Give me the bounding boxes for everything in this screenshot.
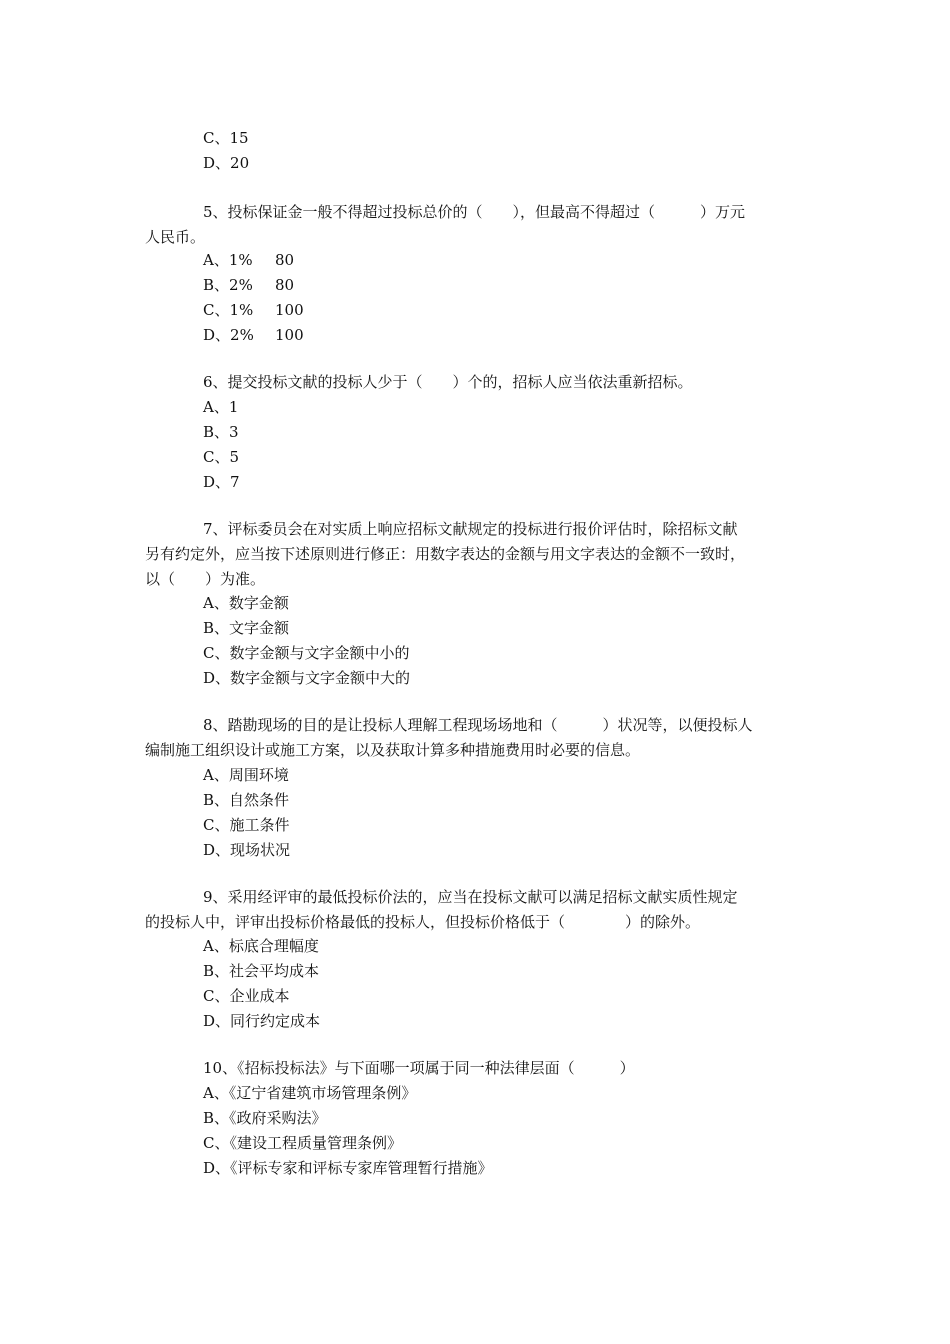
question-9-option-c: C、企业成本 — [203, 987, 290, 1005]
question-7-option-c: C、数字金额与文字金额中小的 — [203, 644, 410, 662]
question-10-option-a: A、《辽宁省建筑市场管理条例》 — [203, 1084, 417, 1102]
question-9-option-d: D、同行约定成本 — [203, 1012, 321, 1030]
question-8-option-c: C、施工条件 — [203, 816, 290, 834]
question-10-option-b: B、《政府采购法》 — [203, 1109, 327, 1127]
option-letter: A、1% — [203, 251, 253, 269]
question-5-option-d — [203, 325, 304, 345]
option-d: D、20 — [203, 154, 250, 172]
question-5-option-c — [203, 300, 304, 320]
question-5-stem-cont: 人民币。 — [145, 228, 206, 246]
option-letter: C、1% — [203, 301, 254, 319]
question-8-stem: 8、踏勘现场的目的是让投标人理解工程现场场地和（ ）状况等，以便投标人 — [203, 716, 753, 734]
option-letter: D、2% — [203, 326, 254, 344]
question-6-option-c: C、5 — [203, 448, 240, 466]
question-5-option-b — [203, 275, 294, 295]
question-8-option-a: A、周围环境 — [203, 766, 289, 784]
question-9-stem: 9、采用经评审的最低投标价法的，应当在投标文献可以满足招标文献实质性规定 — [203, 888, 738, 906]
question-10-stem: 10、《招标投标法》与下面哪一项属于同一种法律层面（ ） — [203, 1059, 635, 1077]
option-value: 100 — [275, 301, 304, 319]
question-6-option-a: A、1 — [203, 398, 239, 416]
question-9-stem-cont: 的投标人中，评审出投标价格最低的投标人，但投标价格低于（ ）的除外。 — [145, 913, 701, 931]
question-7-option-b: B、文字金额 — [203, 619, 290, 637]
option-letter: B、2% — [203, 276, 253, 294]
question-6-stem: 6、提交投标文献的投标人少于（ ）个的，招标人应当依法重新招标。 — [203, 373, 693, 391]
question-8-option-d: D、现场状况 — [203, 841, 291, 859]
question-5-option-a — [203, 250, 294, 270]
option-value: 80 — [275, 276, 295, 294]
question-8-option-b: B、自然条件 — [203, 791, 290, 809]
question-8-stem-cont: 编制施工组织设计或施工方案，以及获取计算多种措施费用时必要的信息。 — [145, 741, 641, 759]
question-9-option-b: B、社会平均成本 — [203, 962, 320, 980]
option-value: 100 — [275, 326, 304, 344]
question-7-option-d: D、数字金额与文字金额中大的 — [203, 669, 411, 687]
question-9-option-a: A、标底合理幅度 — [203, 937, 319, 955]
question-10-option-d: D、《评标专家和评标专家库管理暂行措施》 — [203, 1159, 493, 1177]
option-c: C、15 — [203, 129, 249, 147]
question-7-stem: 7、评标委员会在对实质上响应招标文献规定的投标进行报价评估时，除招标文献 — [203, 520, 738, 538]
option-value: 80 — [275, 251, 295, 269]
question-10-option-c: C、《建设工程质量管理条例》 — [203, 1134, 402, 1152]
question-7-stem-cont: 以（ ）为准。 — [145, 570, 266, 588]
question-7-option-a: A、数字金额 — [203, 594, 289, 612]
question-6-option-d: D、7 — [203, 473, 240, 491]
question-5-stem: 5、投标保证金一般不得超过投标总价的（ ），但最高不得超过（ ）万元 — [203, 203, 746, 221]
question-6-option-b: B、3 — [203, 423, 239, 441]
question-7-stem-cont: 另有约定外，应当按下述原则进行修正：用数字表达的金额与用文字表达的金额不一致时， — [145, 545, 746, 563]
